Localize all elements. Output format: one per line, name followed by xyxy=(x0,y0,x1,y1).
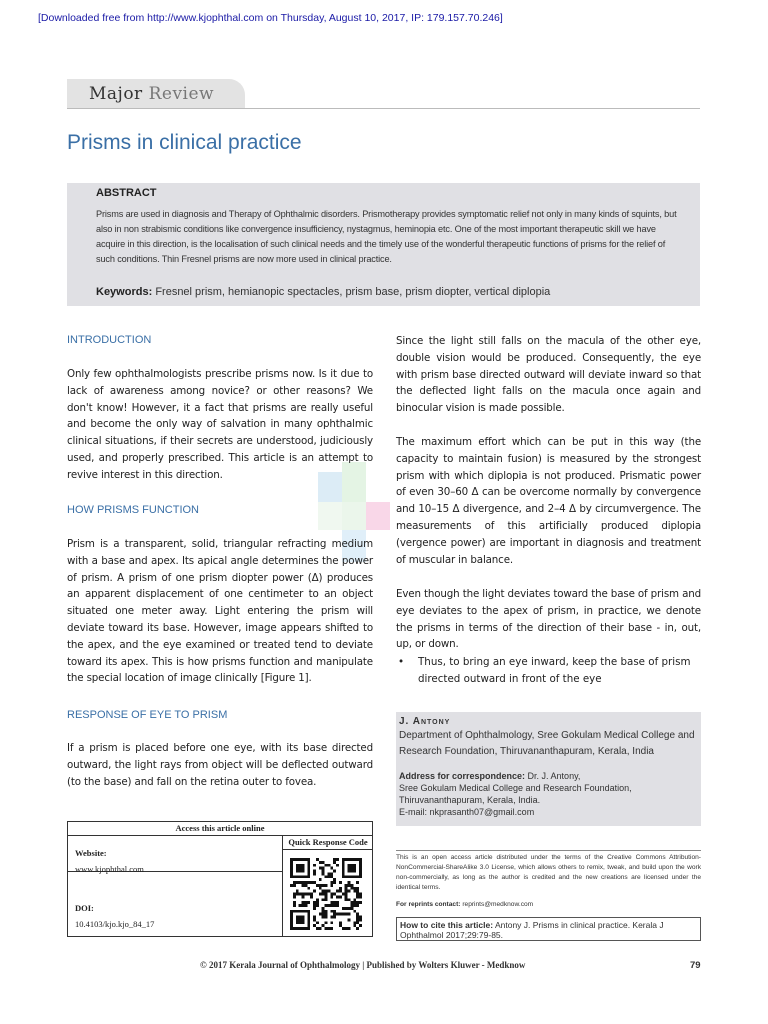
qr-module xyxy=(304,904,307,907)
qr-module xyxy=(359,893,362,896)
qr-module xyxy=(302,881,305,884)
doi-value[interactable]: 10.4103/kjo.kjo_84_17 xyxy=(75,919,155,929)
qr-module xyxy=(299,893,302,896)
right-paragraph-3: Even though the light deviates toward the base of prism and eye deviates to the apex of prism, in practice, we denote the prisms in terms of the direction of their base - in, out, up, or down. xyxy=(396,588,701,651)
qr-module xyxy=(330,872,333,875)
qr-module xyxy=(313,890,316,893)
qr-module xyxy=(322,916,325,919)
qr-module xyxy=(313,924,316,927)
qr-module xyxy=(356,913,359,916)
reprints-label: For reprints contact: xyxy=(396,901,461,908)
qr-module xyxy=(330,921,333,924)
qr-module xyxy=(356,916,359,919)
qr-module xyxy=(356,904,359,907)
qr-module xyxy=(325,913,328,916)
qr-module xyxy=(353,890,356,893)
qr-module xyxy=(330,893,333,896)
keywords xyxy=(96,286,696,298)
qr-module xyxy=(296,916,305,925)
qr-module xyxy=(313,901,316,904)
qr-module xyxy=(359,924,362,927)
doi-label: DOI: xyxy=(75,903,94,913)
qr-module xyxy=(350,904,353,907)
qr-module xyxy=(293,893,296,896)
qr-module xyxy=(345,913,348,916)
qr-module xyxy=(348,927,351,930)
qr-module xyxy=(327,872,330,875)
qr-module xyxy=(333,904,336,907)
qr-module xyxy=(350,887,353,890)
qr-module xyxy=(322,872,325,875)
abstract-text: Prisms are used in diagnosis and Therapy of Ophthalmic disorders. Prismotherapy provides symptomatic relief not only in many kinds of squints, but also in non strabismic conditions like convergence insufficiency, nystagmus, heminopia etc. One of the most important therapeutic skill we have acquire in this direction, is the localisation of such clinical needs and the timely use of the wonderful therapeutic functions of prisms for the relief of such conditions. Thin Fresnel prisms are now more used in clinical practice. xyxy=(96,209,677,264)
qr-module xyxy=(330,875,333,878)
qr-module xyxy=(333,870,336,873)
right-paragraph-2: The maximum effort which can be put in this way (the capacity to maintain fusion) is measured by the strongest prism with which diplopia is not produced. Prismatic power of even 30–60 Δ can be overcome normally by convergence and 10–15 Δ divergence, and 2–4 Δ by circumvergence. The measurements of this artificially produced diplopia (vergence power) are important in diagnosis and treatment of muscular in balance. xyxy=(396,436,701,566)
bullet-text: Thus, to bring an eye inward, keep the base of prism directed outward in front of the eye xyxy=(418,656,691,685)
qr-module xyxy=(325,893,328,896)
qr-module xyxy=(353,921,356,924)
qr-module xyxy=(330,884,333,887)
qr-module xyxy=(322,910,325,913)
qr-module xyxy=(333,878,336,881)
qr-module xyxy=(342,913,345,916)
qr-module xyxy=(345,890,348,893)
qr-module xyxy=(322,893,325,896)
qr-module xyxy=(293,884,296,887)
abstract-heading: ABSTRACT xyxy=(96,187,157,199)
qr-module xyxy=(313,872,316,875)
qr-module xyxy=(325,927,328,930)
qr-module xyxy=(350,884,353,887)
qr-module xyxy=(345,884,348,887)
qr-module xyxy=(339,890,342,893)
qr-module xyxy=(319,867,322,870)
qr-module xyxy=(296,893,299,896)
qr-module xyxy=(307,901,310,904)
qr-module xyxy=(304,881,307,884)
qr-module xyxy=(302,893,305,896)
qr-module xyxy=(336,864,339,867)
qr-module xyxy=(345,898,348,901)
qr-module xyxy=(339,881,342,884)
qr-module xyxy=(325,895,328,898)
author-affiliation: Department of Ophthalmology, Sree Gokulam Medical College and Research Foundation, Thiruvananthapuram, Kerala, India xyxy=(399,730,695,757)
qr-module xyxy=(325,916,328,919)
qr-module xyxy=(319,884,322,887)
qr-module xyxy=(339,913,342,916)
bullet-item xyxy=(396,654,701,688)
qr-module xyxy=(319,878,322,881)
qr-module xyxy=(322,870,325,873)
qr-module xyxy=(339,887,342,890)
qr-module xyxy=(313,918,316,921)
qr-module xyxy=(353,898,356,901)
page-number: 79 xyxy=(690,960,701,971)
qr-module xyxy=(310,893,313,896)
qr-module xyxy=(299,904,302,907)
cite-box xyxy=(396,917,701,941)
qr-module xyxy=(336,895,339,898)
qr-module xyxy=(345,907,348,910)
qr-module xyxy=(356,893,359,896)
qr-module xyxy=(299,881,302,884)
qr-module xyxy=(313,907,316,910)
qr-module xyxy=(333,910,336,913)
qr-module xyxy=(330,901,333,904)
bullet-mark: • xyxy=(398,656,405,668)
qr-module xyxy=(356,881,359,884)
qr-module xyxy=(356,887,359,890)
qr-module xyxy=(353,924,356,927)
keywords-list: Fresnel prism, hemianopic spectacles, prism base, prism diopter, vertical diplopia xyxy=(155,286,551,298)
qr-module xyxy=(322,924,325,927)
qr-module xyxy=(330,904,333,907)
qr-module xyxy=(313,881,316,884)
qr-module xyxy=(319,927,322,930)
qr-module xyxy=(333,916,336,919)
qr-module xyxy=(330,881,333,884)
section-tag xyxy=(67,79,245,109)
footer-text: © 2017 Kerala Journal of Ophthalmology | Published by Wolters Kluwer - Medknow xyxy=(200,960,526,970)
qr-module xyxy=(348,890,351,893)
qr-module xyxy=(356,901,359,904)
function-paragraph: Prism is a transparent, solid, triangular refracting medium with a base and apex. Its apical angle determines the power of prism. A prism of one prism diopter power (Δ) produces an apparent displacement of one centimeter to an object situated one meter away. Light entering the prism will deviate toward its base. However, image appears shifted to the apex, and the eye examined or treated tend to deviate toward its apex. This is how prisms function and manipulate the special location of image clinically [Figure 1]. xyxy=(67,538,373,685)
qr-module xyxy=(345,895,348,898)
qr-module xyxy=(316,898,319,901)
qr-module xyxy=(356,918,359,921)
qr-module xyxy=(322,867,325,870)
license-rule xyxy=(396,850,701,851)
qr-module xyxy=(333,858,336,861)
watermark-block xyxy=(318,502,342,530)
watermark-block xyxy=(366,502,390,530)
qr-module xyxy=(348,864,357,873)
qr-module xyxy=(319,893,322,896)
qr-module xyxy=(302,901,305,904)
qr-module xyxy=(333,913,336,916)
download-banner: [Downloaded free from http://www.kjophthal.com on Thursday, August 10, 2017, IP: 179.157.70.246] xyxy=(38,12,503,24)
qr-divider xyxy=(282,836,283,937)
qr-module xyxy=(327,875,330,878)
qr-module xyxy=(336,890,339,893)
qr-module xyxy=(325,864,328,867)
qr-module xyxy=(359,918,362,921)
address-line: Sree Gokulam Medical College and Research Foundation, xyxy=(399,783,632,793)
qr-module xyxy=(325,898,328,901)
qr-module xyxy=(302,904,305,907)
qr-module xyxy=(342,893,345,896)
qr-module xyxy=(322,898,325,901)
address-first-line xyxy=(399,770,697,782)
qr-module xyxy=(313,916,316,919)
qr-module xyxy=(310,881,313,884)
qr-module xyxy=(319,887,322,890)
qr-module xyxy=(336,904,339,907)
qr-module xyxy=(307,887,310,890)
qr-module xyxy=(350,901,353,904)
qr-module xyxy=(348,913,351,916)
qr-module xyxy=(327,904,330,907)
qr-module xyxy=(293,895,296,898)
qr-module xyxy=(293,881,296,884)
qr-module xyxy=(353,904,356,907)
qr-module xyxy=(348,898,351,901)
qr-module xyxy=(325,875,328,878)
qr-module xyxy=(302,884,305,887)
qr-heading: Quick Response Code xyxy=(283,836,373,850)
qr-module xyxy=(356,927,359,930)
qr-module xyxy=(339,895,342,898)
address-email[interactable]: E-mail: nkprasanth07@gmail.com xyxy=(399,807,535,817)
qr-module xyxy=(348,918,351,921)
qr-module xyxy=(325,910,328,913)
section-tag-second: Review xyxy=(148,84,215,104)
qr-module xyxy=(293,901,296,904)
qr-module xyxy=(322,890,325,893)
qr-module xyxy=(330,895,333,898)
author-name: J. Antony xyxy=(399,716,451,727)
qr-module xyxy=(325,890,328,893)
qr-module xyxy=(319,861,322,864)
intro-heading: INTRODUCTION xyxy=(67,334,152,346)
right-paragraph-1: Since the light still falls on the macula of the other eye, double vision would be produced. Consequently, the eye with prism base directed outward will deviate inward so that the deflected light falls on the macula once again and binocular vision is made possible. xyxy=(396,335,701,415)
qr-module xyxy=(348,907,351,910)
qr-module xyxy=(353,887,356,890)
cite-text: Antony J. Prisms in clinical practice. Kerala J Ophthalmol 2017;29:79-85. xyxy=(400,920,664,940)
website-link[interactable]: www.kjophthal.com xyxy=(75,864,144,874)
qr-module xyxy=(333,861,336,864)
qr-module xyxy=(345,893,348,896)
address-label: Address for correspondence: xyxy=(399,771,526,781)
qr-module xyxy=(322,861,325,864)
qr-module xyxy=(293,904,296,907)
qr-module xyxy=(327,927,330,930)
response-heading: RESPONSE OF EYE TO PRISM xyxy=(67,709,228,721)
qr-module xyxy=(316,904,319,907)
cite-label: How to cite this article: xyxy=(400,920,494,930)
reprints-email[interactable]: reprints@medknow.com xyxy=(462,901,534,908)
qr-module xyxy=(327,864,330,867)
qr-module xyxy=(342,927,345,930)
qr-module xyxy=(356,921,359,924)
qr-module xyxy=(296,890,299,893)
qr-module xyxy=(353,901,356,904)
qr-module xyxy=(302,895,305,898)
qr-module xyxy=(322,884,325,887)
qr-module xyxy=(330,867,333,870)
section-tag-first: Major xyxy=(89,84,143,104)
qr-code-icon[interactable] xyxy=(290,856,362,932)
qr-module xyxy=(325,904,328,907)
qr-module xyxy=(313,870,316,873)
qr-module xyxy=(350,907,353,910)
qr-module xyxy=(348,884,351,887)
header-rule xyxy=(67,108,700,109)
qr-module xyxy=(322,913,325,916)
qr-module xyxy=(353,910,356,913)
qr-module xyxy=(304,884,307,887)
qr-module xyxy=(325,884,328,887)
qr-module xyxy=(304,901,307,904)
qr-module xyxy=(296,881,299,884)
qr-module xyxy=(356,890,359,893)
website-label: Website: xyxy=(75,848,107,858)
qr-module xyxy=(313,864,316,867)
qr-module xyxy=(307,881,310,884)
license-text: This is an open access article distributed under the terms of the Creative Commons Attribution-NonCommercial-ShareAlike 3.0 License, which allows others to remix, tweak, and build upon the work non-commercially, as long as the author is credited and the new creations are licensed under the identical terms. xyxy=(396,854,701,891)
qr-module xyxy=(316,921,319,924)
qr-module xyxy=(290,884,293,887)
qr-module xyxy=(336,858,339,861)
qr-module xyxy=(327,890,330,893)
qr-module xyxy=(348,881,351,884)
qr-module xyxy=(339,924,342,927)
qr-module xyxy=(316,901,319,904)
qr-module xyxy=(359,895,362,898)
qr-module xyxy=(296,864,305,873)
qr-module xyxy=(330,927,333,930)
qr-module xyxy=(345,887,348,890)
qr-module xyxy=(333,893,336,896)
qr-module xyxy=(330,910,333,913)
qr-module xyxy=(316,884,319,887)
qr-module xyxy=(333,881,336,884)
qr-module xyxy=(325,921,328,924)
intro-paragraph: Only few ophthalmologists prescribe prisms now. Is it due to lack of awareness among novice? or other reasons? We don't know! However, it a fact that prisms are really useful and become the only way of salvation in many ophthalmic clinical situations, if their secrets are understood, judiciously used, and properly prescribed. This article is an attempt to revive interest in this direction. xyxy=(67,368,373,481)
access-heading: Access this article online xyxy=(67,821,373,836)
correspondence-address xyxy=(399,770,697,818)
watermark-block xyxy=(342,502,366,530)
qr-module xyxy=(304,893,307,896)
qr-module xyxy=(336,913,339,916)
function-heading: HOW PRISMS FUNCTION xyxy=(67,504,199,516)
qr-module xyxy=(356,895,359,898)
address-name: Dr. J. Antony, xyxy=(527,771,581,781)
qr-module xyxy=(322,907,325,910)
qr-module xyxy=(359,916,362,919)
qr-module xyxy=(342,907,345,910)
qr-module xyxy=(336,901,339,904)
qr-module xyxy=(316,927,319,930)
qr-module xyxy=(319,913,322,916)
qr-module xyxy=(310,895,313,898)
reprints-line xyxy=(396,901,533,908)
keywords-label: Keywords: xyxy=(96,286,153,298)
qr-module xyxy=(307,893,310,896)
response-paragraph: If a prism is placed before one eye, with its base directed outward, the light rays from object will be deflected outward (to the base) and fall on the retina outer to fovea. xyxy=(67,742,373,788)
address-line: Thiruvananthapuram, Kerala, India. xyxy=(399,795,541,805)
qr-module xyxy=(330,916,333,919)
article-title: Prisms in clinical practice xyxy=(67,131,302,154)
qr-module xyxy=(316,858,319,861)
qr-module xyxy=(333,901,336,904)
qr-module xyxy=(345,927,348,930)
qr-module xyxy=(339,921,342,924)
qr-module xyxy=(359,901,362,904)
qr-module xyxy=(313,904,316,907)
